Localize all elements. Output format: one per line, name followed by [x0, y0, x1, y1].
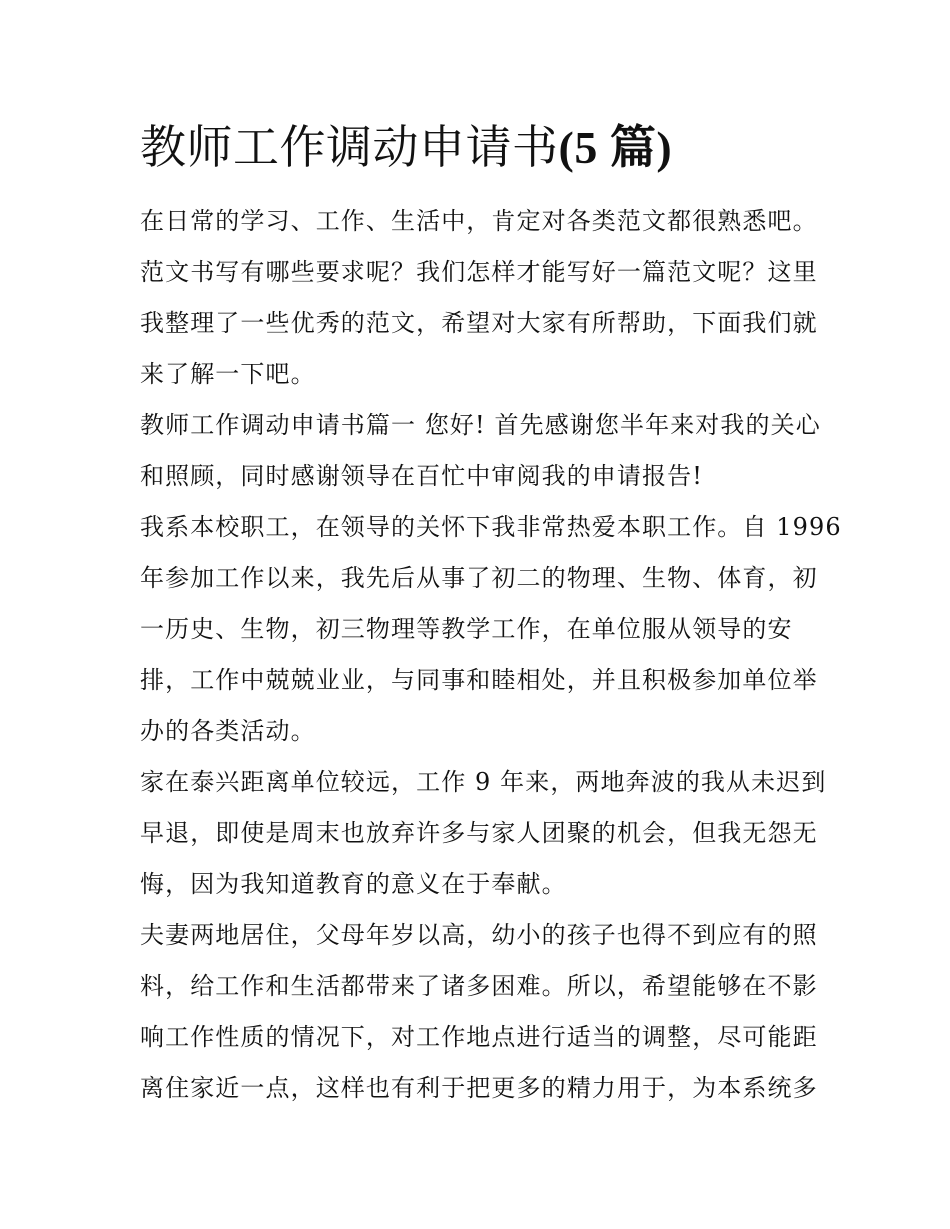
text-line: 离住家近一点，这样也有利于把更多的精力用于，为本系统多: [140, 1074, 818, 1102]
text-line: 一历史、生物，初三物理等教学工作，在单位服从领导的安: [140, 615, 793, 643]
text-line: 教师工作调动申请书篇一 您好! 首先感谢您半年来对我的关心: [140, 411, 821, 439]
text-line: 我系本校职工，在领导的关怀下我非常热爱本职工作。自 1996: [140, 513, 842, 541]
title-count: (5 篇): [558, 122, 673, 173]
text-line: 响工作性质的情况下，对工作地点进行适当的调整，尽可能距: [140, 1023, 818, 1051]
text-line: 范文书写有哪些要求呢？我们怎样才能写好一篇范文呢？这里: [140, 258, 818, 286]
text-line: 和照顾，同时感谢领导在百忙中审阅我的申请报告!: [140, 462, 703, 490]
text-line: 家在泰兴距离单位较远，工作 9 年来，两地奔波的我从未迟到: [140, 768, 827, 796]
text-line: 年参加工作以来，我先后从事了初二的物理、生物、体育，初: [140, 564, 818, 592]
document-title: [140, 112, 672, 183]
text-line: 办的各类活动。: [140, 717, 316, 745]
text-line: 排，工作中兢兢业业，与同事和睦相处，并且积极参加单位举: [140, 666, 818, 694]
title-text: 教师工作调动申请书: [140, 120, 559, 174]
text-line: 夫妻两地居住，父母年岁以高，幼小的孩子也得不到应有的照: [140, 921, 818, 949]
text-line: 早退，即使是周末也放弃许多与家人团聚的机会，但我无怨无: [140, 819, 818, 847]
text-line: 料，给工作和生活都带来了诸多困难。所以，希望能够在不影: [140, 972, 818, 1000]
document-body: [140, 196, 842, 1114]
text-line: 悔，因为我知道教育的意义在于奉献。: [140, 870, 567, 898]
text-line: 来了解一下吧。: [140, 360, 316, 388]
text-line: 在日常的学习、工作、生活中，肯定对各类范文都很熟悉吧。: [140, 207, 818, 235]
text-line: 我整理了一些优秀的范文，希望对大家有所帮助，下面我们就: [140, 309, 818, 337]
